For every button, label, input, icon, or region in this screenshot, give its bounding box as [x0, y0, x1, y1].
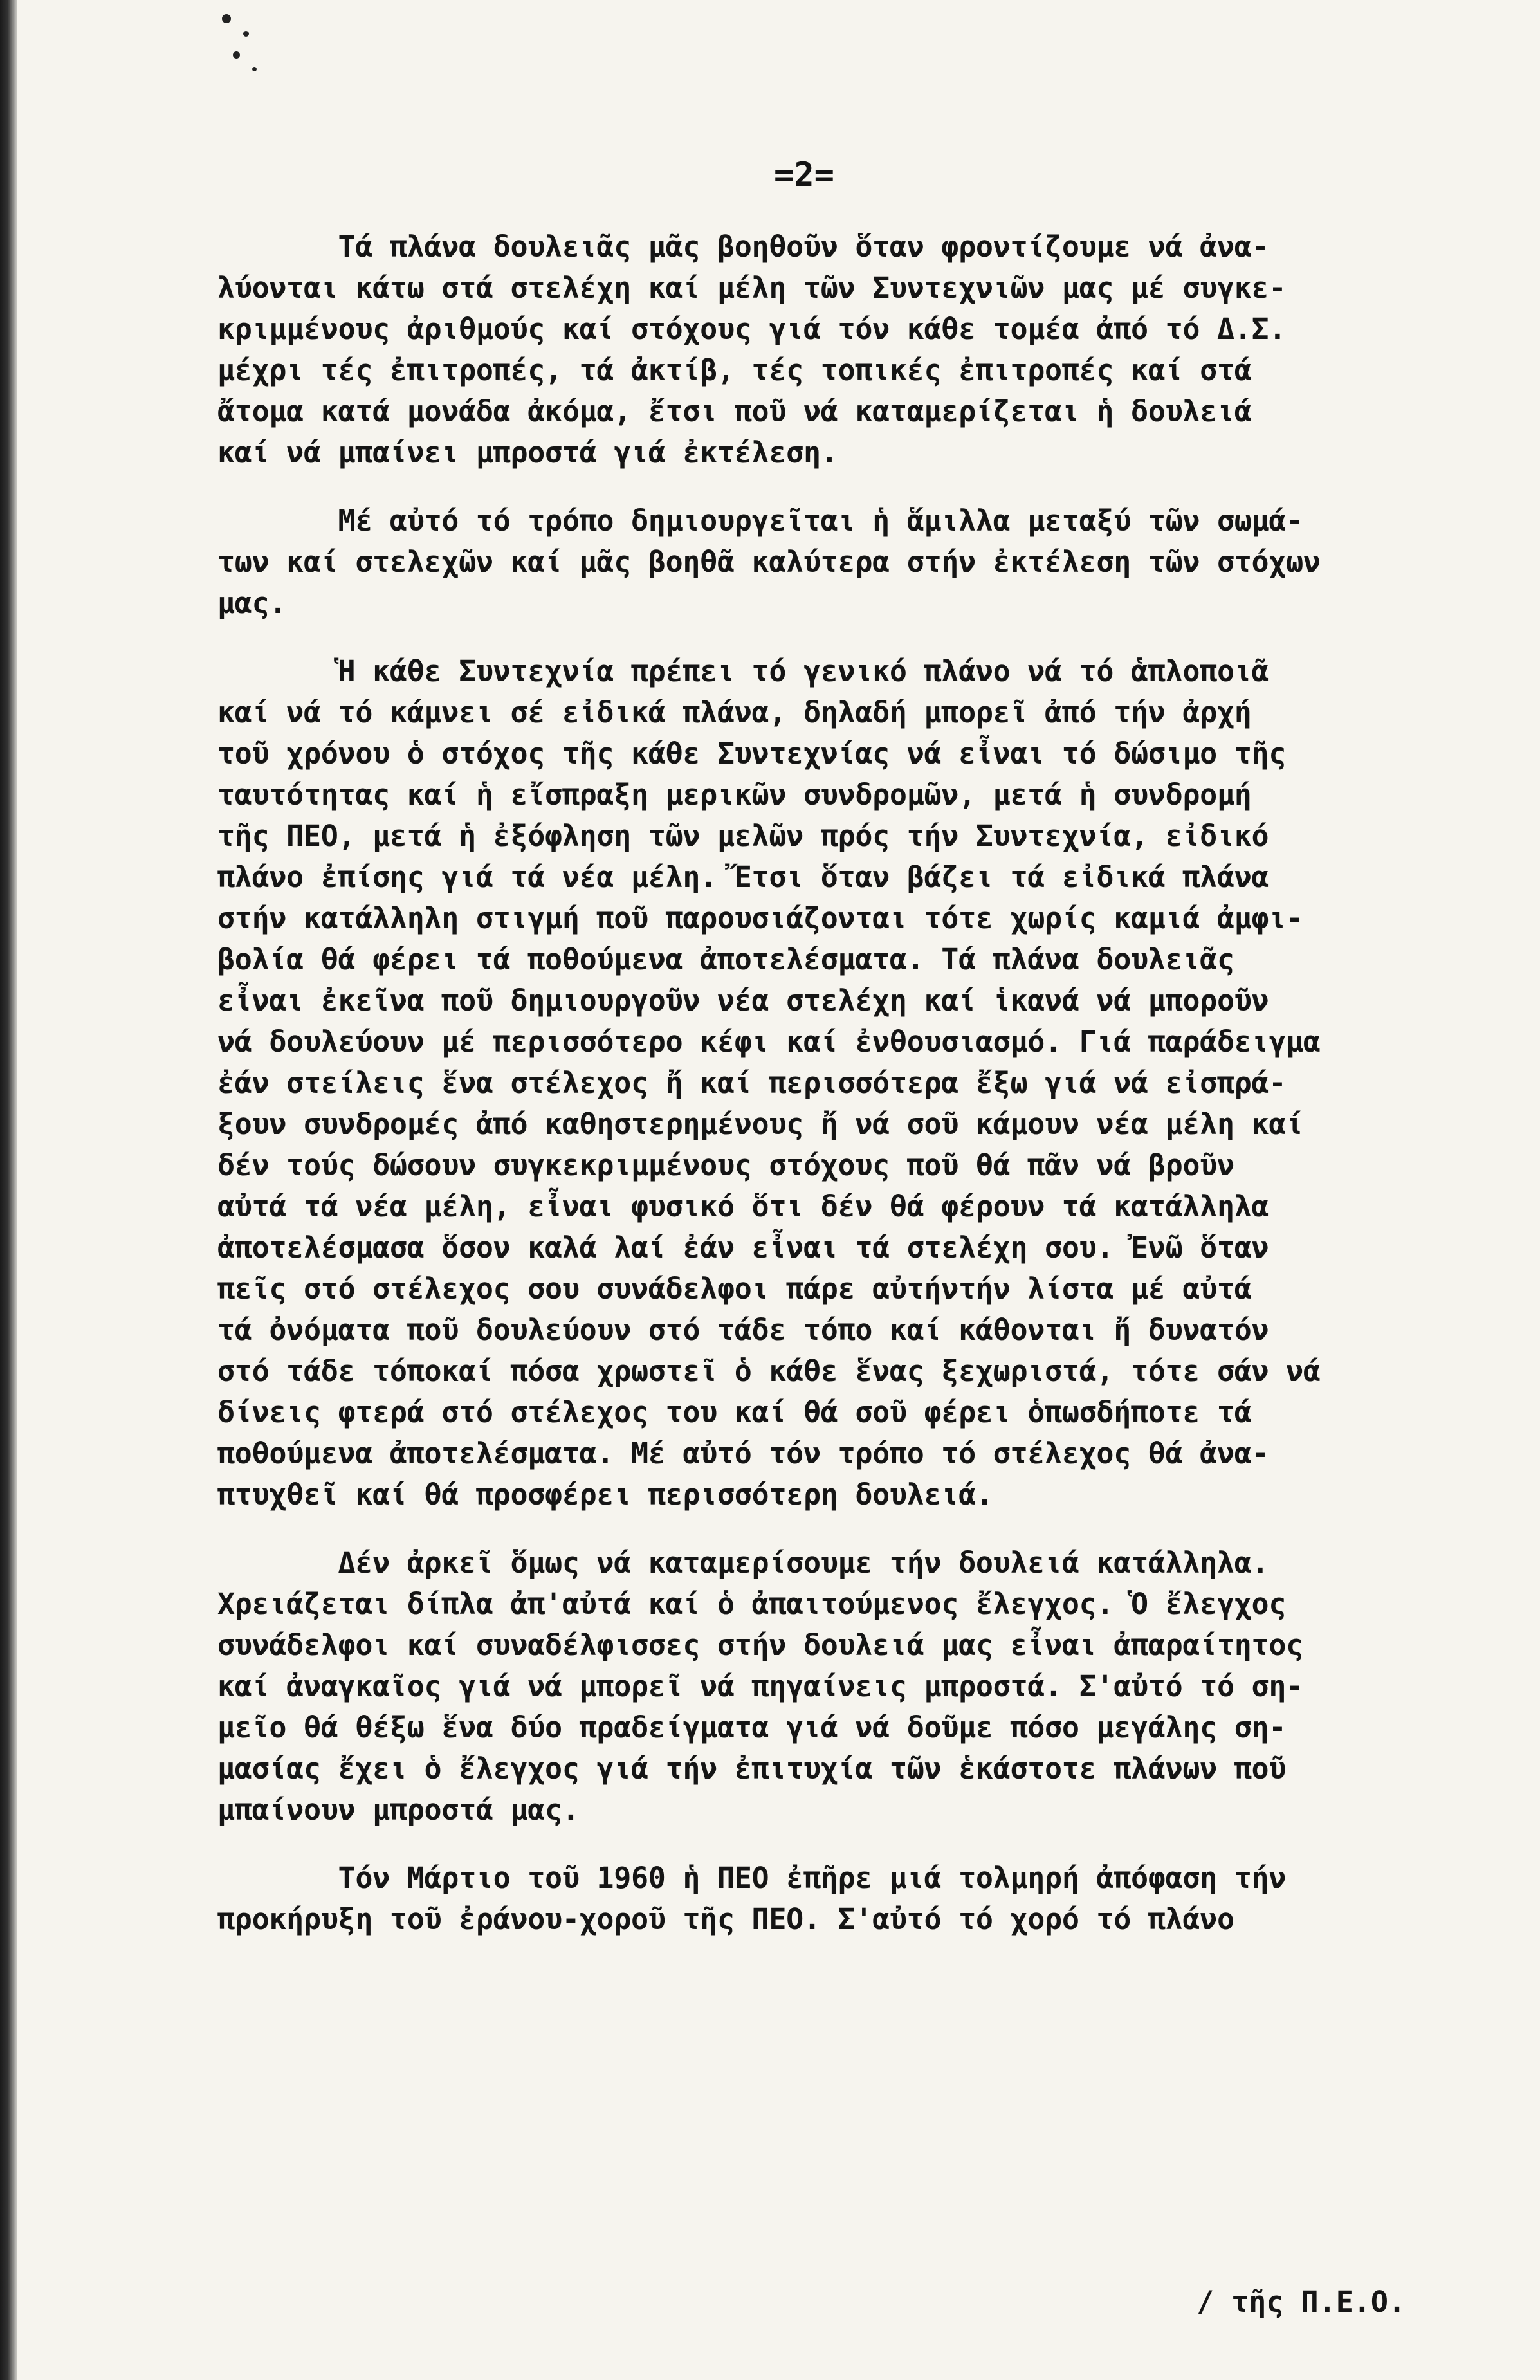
text-line: Ἡ κάθε Συντεχνία πρέπει τό γενικό πλάνο νά τό ἁπλοποιᾶ	[217, 654, 1269, 688]
scan-edge-shadow	[0, 0, 17, 2380]
text-line: καί νά μπαίνει μπροστά γιά ἐκτέλεση.	[217, 435, 838, 470]
text-line: πεῖς στό στέλεχος σου συνάδελφοι πάρε αὐτήντήν λίστα μέ αὐτά	[217, 1272, 1252, 1306]
text-line: συνάδελφοι καί συναδέλφισσες στήν δουλειά μας εἶναι ἀπαραίτητος	[217, 1628, 1303, 1662]
text-line: καί ἀναγκαῖος γιά νά μπορεῖ νά πηγαίνεις μπροστά. Σ'αὐτό τό ση-	[217, 1669, 1303, 1703]
text-line: δίνεις φτερά στό στέλεχος του καί θά σοῦ φέρει ὁπωσδήποτε τά	[217, 1395, 1252, 1429]
text-line: προκήρυξη τοῦ ἐράνου-χοροῦ τῆς ΠΕΟ. Σ'αὐτό τό χορό τό πλάνο	[217, 1902, 1234, 1936]
text-line: Μέ αὐτό τό τρόπο δημιουργεῖται ἡ ἅμιλλα μεταξύ τῶν σωμά-	[217, 504, 1303, 538]
text-line: ξουν συνδρομές ἀπό καθηστερημένους ἤ νά σοῦ κάμουν νέα μέλη καί	[217, 1107, 1303, 1141]
scan-speck	[252, 67, 257, 71]
text-line: μπαίνουν μπροστά μας.	[217, 1793, 580, 1827]
text-line: μεῖο θά θέξω ἕνα δύο πραδείγματα γιά νά δοῦμε πόσο μεγάλης ση-	[217, 1710, 1287, 1744]
text-line: πτυχθεῖ καί θά προσφέρει περισσότερη δουλειά.	[217, 1478, 993, 1512]
text-line: ταυτότητας καί ἡ εἴσπραξη μερικῶν συνδρομῶν, μετά ἡ συνδρομή	[217, 778, 1252, 812]
text-line: εἶναι ἐκεῖνα ποῦ δημιουργοῦν νέα στελέχη καί ἱκανά νά μποροῦν	[217, 984, 1269, 1018]
continuation-marker: / τῆς Π.Ε.Ο.	[1196, 2285, 1406, 2319]
paragraph	[217, 500, 1491, 624]
text-line: Δέν ἀρκεῖ ὅμως νά καταμερίσουμε τήν δουλειά κατάλληλα.	[217, 1546, 1269, 1580]
paragraph	[217, 1858, 1491, 1940]
text-line: μασίας ἔχει ὁ ἔλεγχος γιά τήν ἐπιτυχία τῶν ἑκάστοτε πλάνων ποῦ	[217, 1752, 1287, 1786]
text-line: τά ὀνόματα ποῦ δουλεύουν στό τάδε τόπο καί κάθονται ἤ δυνατόν	[217, 1313, 1269, 1347]
text-line: ἐάν στείλεις ἕνα στέλεχος ἤ καί περισσότερα ἔξω γιά νά εἰσπρά-	[217, 1066, 1287, 1100]
scan-speck	[243, 31, 249, 37]
paragraph	[217, 1542, 1491, 1831]
text-line: νά δουλεύουν μέ περισσότερο κέφι καί ἐνθουσιασμό. Γιά παράδειγμα	[217, 1025, 1321, 1059]
text-line: τοῦ χρόνου ὁ στόχος τῆς κάθε Συντεχνίας νά εἶναι τό δώσιμο τῆς	[217, 737, 1287, 771]
document-body	[217, 226, 1491, 1940]
text-line: Τά πλάνα δουλειᾶς μᾶς βοηθοῦν ὅταν φροντίζουμε νά ἀνα-	[217, 230, 1269, 264]
text-line: στήν κατάλληλη στιγμή ποῦ παρουσιάζονται τότε χωρίς καμιά ἀμφι-	[217, 901, 1303, 935]
scan-speck	[233, 51, 240, 59]
paragraph	[217, 226, 1491, 473]
text-line: ἄτομα κατά μονάδα ἀκόμα, ἔτσι ποῦ νά καταμερίζεται ἡ δουλειά	[217, 394, 1252, 428]
text-line: καί νά τό κάμνει σέ εἰδικά πλάνα, δηλαδή μπορεῖ ἀπό τήν ἀρχή	[217, 695, 1252, 729]
text-line: κριμμένους ἀριθμούς καί στόχους γιά τόν κάθε τομέα ἀπό τό Δ.Σ.	[217, 312, 1287, 346]
text-line: δέν τούς δώσουν συγκεκριμμένους στόχους ποῦ θά πᾶν νά βροῦν	[217, 1148, 1234, 1182]
text-line: ἀποτελέσμασα ὅσον καλά λαί ἐάν εἶναι τά στελέχη σου. Ἐνῶ ὅταν	[217, 1231, 1269, 1265]
page-number: =2=	[774, 156, 834, 194]
text-line: ποθούμενα ἀποτελέσματα. Μέ αὐτό τόν τρόπο τό στέλεχος θά ἀνα-	[217, 1436, 1269, 1470]
text-line: Χρειάζεται δίπλα ἀπ'αὐτά καί ὁ ἀπαιτούμενος ἔλεγχος. Ὁ ἔλεγχος	[217, 1587, 1287, 1621]
text-line: Τόν Μάρτιο τοῦ 1960 ἡ ΠΕΟ ἐπῆρε μιά τολμηρή ἀπόφαση τήν	[217, 1861, 1287, 1895]
text-line: αὐτά τά νέα μέλη, εἶναι φυσικό ὅτι δέν θά φέρουν τά κατάλληλα	[217, 1189, 1269, 1223]
text-line: πλάνο ἐπίσης γιά τά νέα μέλη. Ἔτσι ὅταν βάζει τά εἰδικά πλάνα	[217, 860, 1269, 894]
scan-speck	[222, 14, 231, 23]
text-line: στό τάδε τόποκαί πόσα χρωστεῖ ὁ κάθε ἕνας ξεχωριστά, τότε σάν νά	[217, 1354, 1321, 1388]
text-line: τῆς ΠΕΟ, μετά ἡ ἐξόφληση τῶν μελῶν πρός τήν Συντεχνία, εἰδικό	[217, 819, 1269, 853]
text-line: μέχρι τές ἐπιτροπές, τά ἀκτίβ, τές τοπικές ἐπιτροπές καί στά	[217, 353, 1252, 387]
text-line: μας.	[217, 586, 287, 620]
text-line: λύονται κάτω στά στελέχη καί μέλη τῶν Συντεχνιῶν μας μέ συγκε-	[217, 271, 1287, 305]
text-line: βολία θά φέρει τά ποθούμενα ἀποτελέσματα. Τά πλάνα δουλειᾶς	[217, 942, 1234, 976]
text-line: των καί στελεχῶν καί μᾶς βοηθᾶ καλύτερα στήν ἐκτέλεση τῶν στόχων	[217, 545, 1321, 579]
paragraph	[217, 651, 1491, 1515]
